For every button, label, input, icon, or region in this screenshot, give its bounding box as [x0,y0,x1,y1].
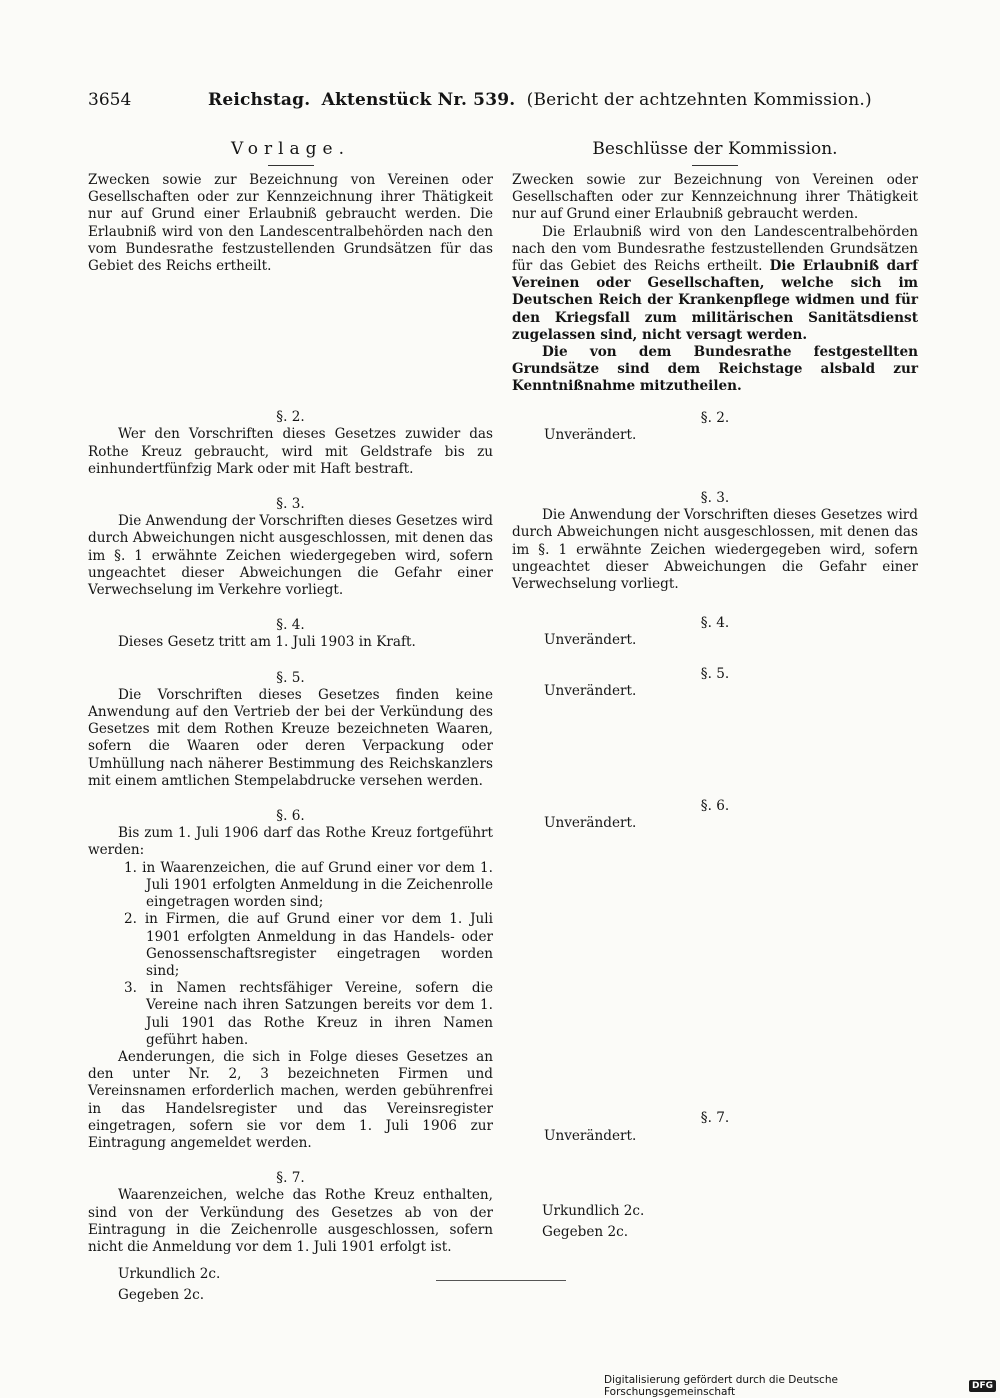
left-section-4-label: §. 4. [276,617,305,634]
list-item: 2. in Firmen, die auf Grund einer vor dem 1. Juli 1901 erfolgten Anmeldung in das Handels- oder Genossenschaftsregister eingetragen worden sind; [124,911,493,979]
running-title-part3: (Bericht der achtzehnten Kommission.) [526,90,872,110]
title-rule [268,165,314,166]
right-intro-2-bold: Die Erlaubniß darf Vereinen oder Gesellschaften, welche sich im Deutschen Reich der Krankenpflege widmen und für den Kriegsfall zum militärischen Sanitätsdienst zugelassen sind, nicht versagt werden. [512,258,918,343]
list-item: 1. in Waarenzeichen, die auf Grund einer vor dem 1. Juli 1901 erfolgten Anmeldung in die Zeichenrolle eingetragen worden sind; [124,859,493,911]
left-closing-2: Gegeben 2c. [118,1287,205,1304]
running-title-part2: Aktenstück Nr. 539. [321,90,516,110]
left-intro: Zwecken sowie zur Bezeichnung von Vereinen oder Gesellschaften oder zur Kennzeichnung ihrer Thätigkeit nur auf Grund einer Erlaubniß gebraucht werden. Die Erlaubniß wird von den Landescentralbehörden nach den vom Bundesrathe festzustellenden Grundsätzen für das Gebiet des Reichs ertheilt. [88,172,493,275]
left-section-6-list [88,860,493,1049]
right-section-7-label: §. 7. [700,1110,730,1127]
right-section-4-label: §. 4. [700,615,730,632]
running-title-part1: Reichstag. [208,90,311,110]
page-header [88,90,918,120]
left-column [88,138,493,1305]
page-number: 3654 [88,90,132,110]
left-section-5-text: Die Vorschriften dieses Gesetzes finden keine Anwendung auf den Vertrieb der bei der Verkündung des Gesetzes mit dem Rothen Kreuze bezeichneten Waaren, sofern die Waaren oder deren Verpackung oder Umhüllung nach näherer Bestimmung des Reichskanzlers mit einem amtlichen Stempelabdrucke versehen werden. [88,686,493,789]
right-section-2-unchanged: Unverändert. [544,426,637,443]
right-section-6-unchanged: Unverändert. [544,815,637,832]
right-section-5-label: §. 5. [700,665,730,682]
left-column-title: Vorlage. [231,139,350,159]
left-section-3-text: Die Anwendung der Vorschriften dieses Gesetzes wird durch Abweichungen nicht ausgeschlossen, mit denen das im §. 1 erwähnte Zeichen wiedergegeben wird, sofern ungeachtet dieser Abweichungen die Gefahr einer Verwechselung im Verkehre vorliegt. [88,513,493,599]
digitization-credit [604,1374,996,1398]
title-rule [692,165,738,166]
right-section-4-unchanged: Unverändert. [544,632,637,649]
right-intro-2-text: Die Erlaubniß wird von den Landescentralbehörden nach den vom Bundesrathe festzustellenden Grundsätzen für das Gebiet des Reichs ertheilt. [512,223,918,275]
end-rule [436,1280,566,1281]
right-section-3-label: §. 3. [700,490,730,507]
left-section-7-label: §. 7. [276,1170,305,1187]
right-closing-2: Gegeben 2c. [542,1224,629,1241]
credit-text: Digitalisierung gefördert durch die Deutsche Forschungsgemeinschaft [604,1374,838,1398]
right-closing-1: Urkundlich 2c. [542,1202,645,1219]
left-section-6-after: Aenderungen, die sich in Folge dieses Gesetzes an den unter Nr. 2, 3 bezeichneten Firmen und Vereinsnamen erforderlich machen, werden gebührenfrei in das Handelsregister und das Vereinsregister eingetragen, sofern sie vor dem 1. Juli 1906 zur Eintragung angemeldet werden. [88,1048,493,1151]
left-section-2-label: §. 2. [276,409,305,426]
right-intro-2 [512,224,918,344]
left-section-7-text: Waarenzeichen, welche das Rothe Kreuz enthalten, sind von der Verkündung des Gesetzes ab von der Eintragung in die Zeichenrolle ausgeschlossen, sofern nicht die Anmeldung vor dem 1. Juli 1901 erfolgt ist. [88,1187,493,1255]
running-title [208,90,918,110]
right-intro-3-bold: Die von dem Bundesrathe festgestellten Grundsätze sind dem Reichstage alsbald zur Kenntnißnahme mitzutheilen. [512,344,918,395]
left-section-4-text: Dieses Gesetz tritt am 1. Juli 1903 in Kraft. [118,634,416,651]
left-section-6-label: §. 6. [276,808,305,825]
list-item: 3. in Namen rechtsfähiger Vereine, sofern die Vereine nach ihren Satzungen bereits vor dem 1. Juli 1901 das Rothe Kreuz in ihren Namen geführt haben. [124,980,493,1048]
left-section-2-text: Wer den Vorschriften dieses Gesetzes zuwider das Rothe Kreuz gebraucht, wird mit Geldstrafe bis zu einhundertfünfzig Mark oder mit Haft bestraft. [88,426,493,477]
right-intro-1: Zwecken sowie zur Bezeichnung von Vereinen oder Gesellschaften oder zur Kennzeichnung ihrer Thätigkeit nur auf Grund einer Erlaubniß gebraucht werden. [512,172,918,223]
left-section-3-label: §. 3. [276,496,305,513]
right-section-6-label: §. 6. [700,798,730,815]
right-section-5-unchanged: Unverändert. [544,682,637,699]
left-section-5-label: §. 5. [276,669,305,686]
right-column-title: Beschlüsse der Kommission. [592,139,838,159]
right-section-7-unchanged: Unverändert. [544,1127,637,1144]
dfg-logo-icon: DFG [969,1380,996,1392]
right-column [512,138,918,1241]
right-section-2-label: §. 2. [700,409,730,426]
right-section-3-text: Die Anwendung der Vorschriften dieses Gesetzes wird durch Abweichungen nicht ausgeschlossen, mit denen das im §. 1 erwähnte Zeichen wiedergegeben wird, sofern ungeachtet dieser Abweichungen die Gefahr einer Verwechselung vorliegt. [512,507,918,593]
left-closing-1: Urkundlich 2c. [118,1266,221,1283]
left-section-6-text: Bis zum 1. Juli 1906 darf das Rothe Kreuz fortgeführt werden: [88,825,493,859]
